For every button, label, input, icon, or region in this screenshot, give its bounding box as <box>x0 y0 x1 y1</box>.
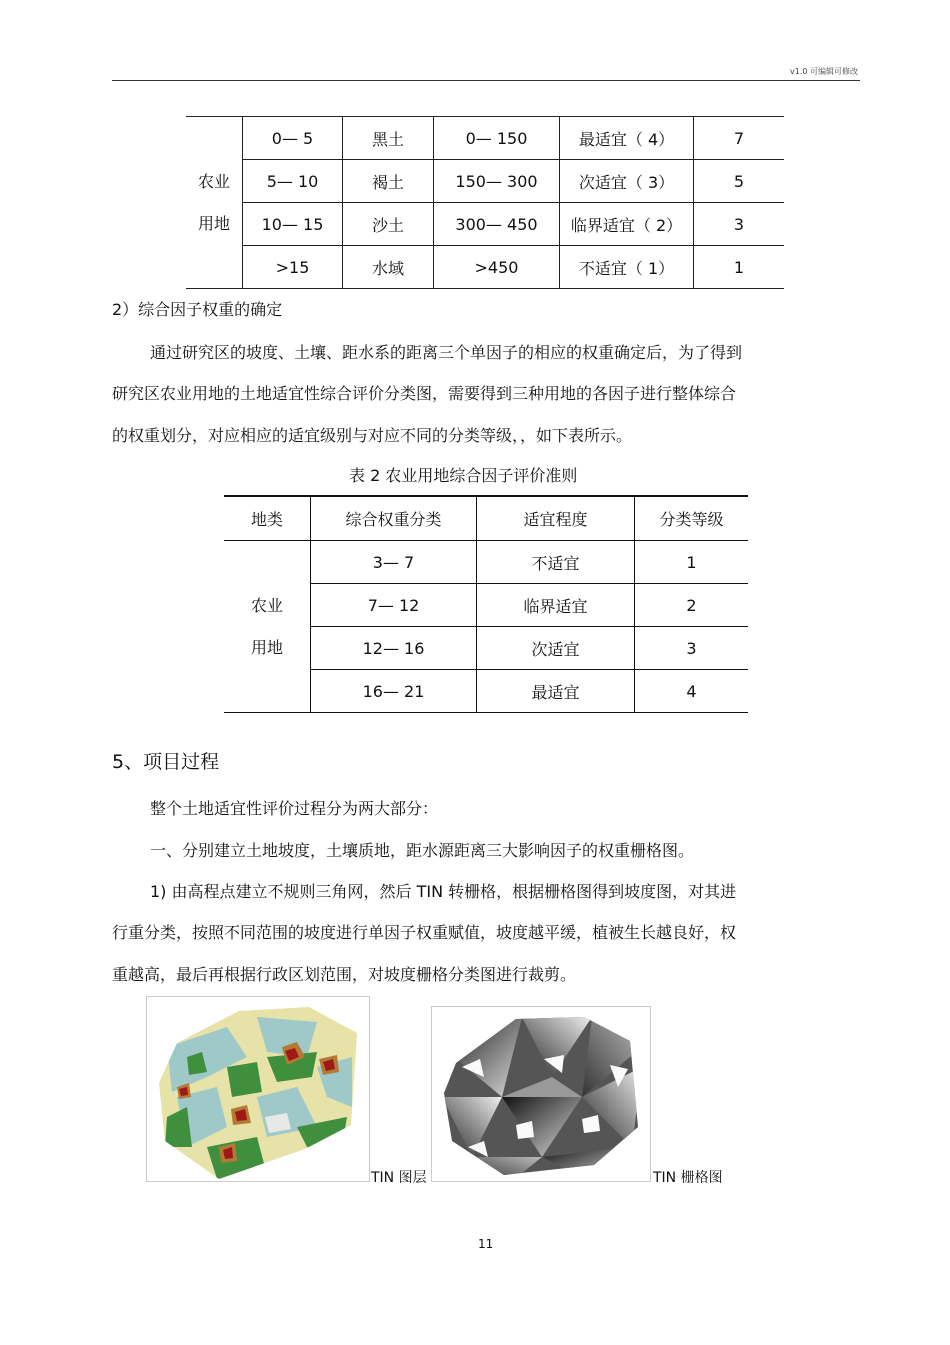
table-cell: 3— 7 <box>311 541 477 584</box>
column-header: 分类等级 <box>635 496 749 541</box>
table-cell: 次适宜（ 3） <box>560 160 694 203</box>
factor-table <box>186 116 784 289</box>
table-cell: 不适宜（ 1） <box>560 246 694 289</box>
table-row <box>186 117 784 160</box>
table-cell: 水域 <box>343 246 434 289</box>
table-cell: 3 <box>694 203 785 246</box>
table-cell: 1 <box>635 541 749 584</box>
section-heading: 5、项目过程 <box>112 751 220 773</box>
paragraph-line: 一、分别建立土地坡度，土壤质地，距水源距离三大影响因子的权重栅格图。 <box>150 841 695 860</box>
figure-caption: TIN 栅格图 <box>653 1170 723 1186</box>
tin-layer-figure <box>146 996 370 1182</box>
category-line: 用地 <box>197 213 230 233</box>
section-heading: 2）综合因子权重的确定 <box>112 300 283 319</box>
table-header-row <box>224 496 748 541</box>
tin-raster-figure <box>431 1006 651 1182</box>
table-cell: 临界适宜（ 2） <box>560 203 694 246</box>
tin-raster-map <box>432 1007 650 1181</box>
table-cell: 3 <box>635 627 749 670</box>
table-cell: 2 <box>635 584 749 627</box>
category-cell <box>224 541 311 713</box>
table-cell: 1 <box>694 246 785 289</box>
page-number: 11 <box>478 1237 494 1251</box>
table-cell: 褐土 <box>343 160 434 203</box>
table-row <box>186 203 784 246</box>
table-cell: 16— 21 <box>311 670 477 713</box>
column-header: 适宜程度 <box>477 496 635 541</box>
paragraph-line: 行重分类，按照不同范围的坡度进行单因子权重赋值，坡度越平缓，植被生长越良好，权 <box>112 923 737 942</box>
figure-caption: TIN 图层 <box>371 1170 427 1186</box>
table-cell: 7— 12 <box>311 584 477 627</box>
table-cell: 5— 10 <box>243 160 343 203</box>
table-cell: >15 <box>243 246 343 289</box>
table-cell: 4 <box>635 670 749 713</box>
table-cell: 10— 15 <box>243 203 343 246</box>
table-cell: 0— 150 <box>434 117 560 160</box>
header-rule <box>112 80 860 81</box>
category-cell <box>186 117 243 289</box>
table-row <box>186 246 784 289</box>
category-line: 农业 <box>250 595 283 615</box>
category-line: 农业 <box>197 171 230 191</box>
table-cell: 150— 300 <box>434 160 560 203</box>
table-cell: 次适宜 <box>477 627 635 670</box>
paragraph-line: 整个土地适宜性评价过程分为两大部分： <box>150 799 439 818</box>
tin-layer-map <box>147 997 369 1181</box>
column-header: 综合权重分类 <box>311 496 477 541</box>
table-cell: 最适宜 <box>477 670 635 713</box>
table-cell: >450 <box>434 246 560 289</box>
table-row <box>224 541 748 584</box>
paragraph-line: 研究区农业用地的土地适宜性综合评价分类图，需要得到三种用地的各因子进行整体综合 <box>112 384 737 403</box>
table-cell: 300— 450 <box>434 203 560 246</box>
table-cell: 沙土 <box>343 203 434 246</box>
column-header: 地类 <box>224 496 311 541</box>
table-cell: 5 <box>694 160 785 203</box>
header-version-note: v1.0 可编辑可修改 <box>790 67 858 76</box>
category-line: 用地 <box>250 637 283 657</box>
table-cell: 黑土 <box>343 117 434 160</box>
paragraph-line: 1) 由高程点建立不规则三角网，然后 TIN 转栅格，根据栅格图得到坡度图，对其进 <box>150 882 737 901</box>
table-cell: 7 <box>694 117 785 160</box>
paragraph-line: 的权重划分，对应相应的适宜级别与对应不同的分类等级，，如下表所示。 <box>112 426 633 445</box>
table-caption: 表 2 农业用地综合因子评价准则 <box>349 466 578 485</box>
table-cell: 0— 5 <box>243 117 343 160</box>
paragraph-line: 重越高，最后再根据行政区划范围，对坡度栅格分类图进行裁剪。 <box>112 965 577 984</box>
table-cell: 12— 16 <box>311 627 477 670</box>
criteria-table <box>224 495 748 713</box>
table-row <box>186 160 784 203</box>
table-cell: 最适宜（ 4） <box>560 117 694 160</box>
table-cell: 临界适宜 <box>477 584 635 627</box>
paragraph-line: 通过研究区的坡度、土壤、距水系的距离三个单因子的相应的权重确定后，为了得到 <box>150 343 743 362</box>
table-cell: 不适宜 <box>477 541 635 584</box>
